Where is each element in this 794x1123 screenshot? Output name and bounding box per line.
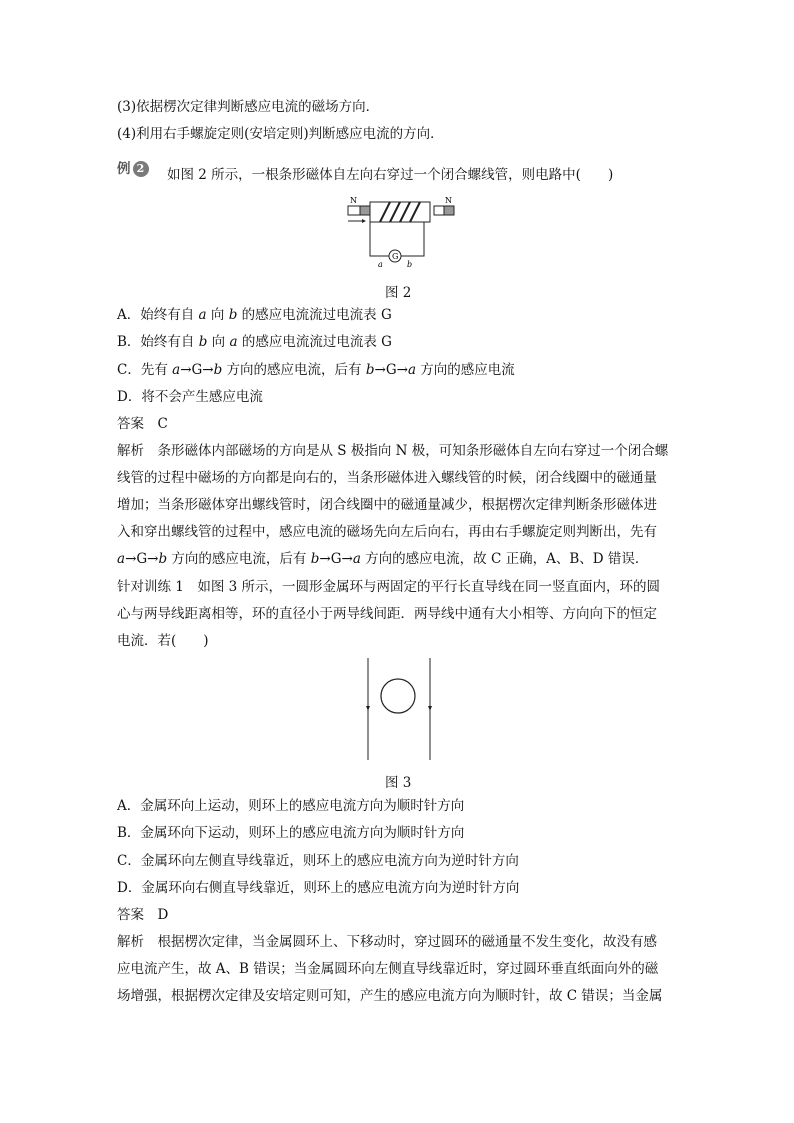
analysis-line-2: 线管的过程中磁场的方向都是向右的，当条形磁体进入螺线管的时候，闭合线圈中的磁通量 — [117, 470, 657, 486]
var: a — [352, 551, 361, 567]
option-c — [117, 361, 515, 379]
option-a — [117, 306, 392, 324]
training-option-c: C．金属环向左侧直导线靠近，则环上的感应电流方向为逆时针方向 — [117, 853, 519, 869]
training-1-line-1: 针对训练 1 如图 3 所示，一圆形金属环与两固定的平行长直导线在同一竖直面内，环的圆 — [117, 579, 661, 595]
text: 方向的感应电流，故 C 正确，A、B、D 错误． — [360, 551, 649, 567]
var: a — [229, 334, 238, 350]
var: a — [172, 362, 181, 378]
text: →G→ — [319, 551, 353, 567]
figure-3-caption: 图 3 — [385, 775, 412, 791]
galvanometer — [389, 250, 401, 262]
var: a — [198, 307, 207, 323]
text: →G→ — [125, 551, 159, 567]
training-analysis-line-2: 应电流产生，故 A、B 错误；当金属圆环向左侧直导线靠近时，穿过圆环垂直纸面向外的磁 — [117, 961, 659, 977]
example-2-header — [117, 160, 149, 178]
training-answer: 答案 D — [117, 907, 169, 923]
option-c-text: 方向的感应电流，后有 — [222, 362, 366, 378]
option-a-text: 向 — [206, 307, 229, 323]
training-1-line-3: 电流．若( ) — [117, 633, 209, 649]
figure-2-solenoid-diagram — [340, 192, 465, 270]
var: a — [407, 362, 416, 378]
var: b — [365, 362, 375, 378]
answer: 答案 C — [117, 416, 168, 432]
option-c-text: →G→ — [374, 362, 408, 378]
option-d: D．将不会产生感应电流 — [117, 389, 263, 405]
step-3: (3)依据楞次定律判断感应电流的磁场方向． — [117, 99, 380, 115]
text: 方向的感应电流，后有 — [167, 551, 311, 567]
option-b — [117, 333, 392, 351]
example-label: 例 — [117, 161, 131, 177]
analysis-line-4: 入和穿出螺线管的过程中，感应电流的磁场先向左后向右，再由右手螺旋定则判断出，先有 — [117, 524, 657, 540]
var: b — [213, 362, 223, 378]
right-bar-magnet — [434, 196, 454, 215]
metal-ring — [381, 679, 415, 713]
option-c-text: 方向的感应电流 — [416, 362, 515, 378]
point-b-label: b — [407, 260, 413, 269]
option-a-text: 的感应电流流过电流表 G — [237, 307, 392, 323]
analysis-line-3: 增加；当条形磁体穿出螺线管时，闭合线圈中的磁通量减少，根据楞次定律判断条形磁体进 — [117, 497, 657, 513]
option-a-text: A．始终有自 — [117, 307, 199, 323]
option-c-text: C．先有 — [117, 362, 173, 378]
option-c-text: →G→ — [180, 362, 214, 378]
analysis-line-1: 解析 条形磁体内部磁场的方向是从 S 极指向 N 极，可知条形磁体自左向右穿过一个闭合螺 — [117, 443, 669, 459]
option-b-text: 的感应电流流过电流表 G — [237, 334, 392, 350]
training-analysis-line-1: 解析 根据楞次定律，当金属圆环上、下移动时，穿过圆环的磁通量不发生变化，故没有感 — [117, 934, 657, 950]
example-number-badge: 2 — [133, 161, 149, 177]
var: b — [158, 551, 168, 567]
step-4: (4)利用右手螺旋定则(安培定则)判断感应电流的方向． — [117, 126, 444, 142]
motion-arrow — [348, 219, 366, 223]
var: b — [310, 551, 320, 567]
training-analysis-line-3: 场增强，根据楞次定律及安培定则可知，产生的感应电流方向为顺时针，故 C 错误；当金属 — [117, 988, 663, 1004]
right-magnet-pole-label: N — [445, 196, 452, 205]
var: a — [117, 551, 126, 567]
solenoid — [370, 202, 430, 222]
right-wire — [428, 658, 432, 760]
option-b-text: 向 — [207, 334, 230, 350]
option-b-text: B．始终有自 — [117, 334, 199, 350]
point-a-label: a — [378, 260, 383, 269]
training-1-line-2: 心与两导线距离相等，环的直径小于两导线间距．两导线中通有大小相等、方向向下的恒定 — [117, 606, 657, 622]
figure-3-parallel-wires-diagram — [360, 658, 440, 762]
left-wire — [366, 658, 370, 760]
left-magnet-pole-label: N — [350, 196, 357, 205]
var: b — [198, 334, 208, 350]
figure-2-caption: 图 2 — [385, 285, 412, 301]
training-option-a: A．金属环向上运动，则环上的感应电流方向为顺时针方向 — [117, 798, 465, 814]
training-option-d: D．金属环向右侧直导线靠近，则环上的感应电流方向为逆时针方向 — [117, 880, 520, 896]
left-bar-magnet — [348, 196, 370, 215]
galvanometer-label: G — [392, 252, 399, 261]
var: b — [228, 307, 238, 323]
example-2-question: 如图 2 所示，一根条形磁体自左向右穿过一个闭合螺线管，则电路中( ) — [167, 167, 614, 183]
training-option-b: B．金属环向下运动，则环上的感应电流方向为顺时针方向 — [117, 825, 465, 841]
analysis-line-5 — [117, 550, 648, 568]
